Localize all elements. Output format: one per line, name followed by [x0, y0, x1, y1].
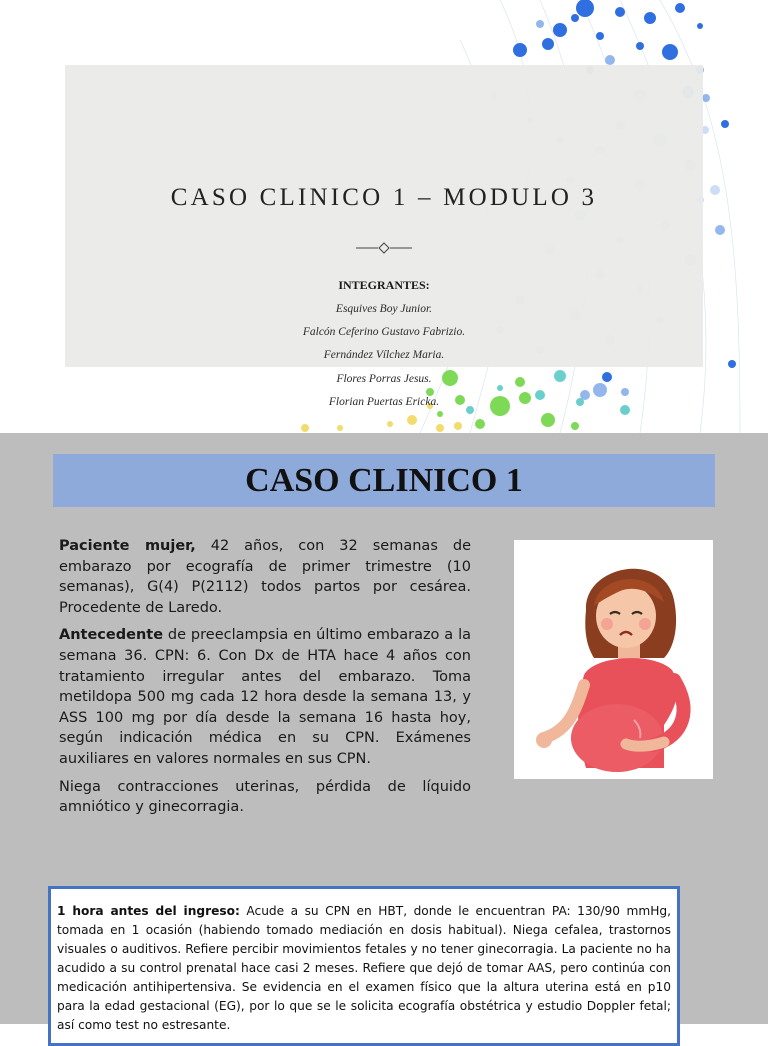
- title-slide: [0, 0, 768, 433]
- members-list: [0, 298, 768, 414]
- paragraph-body: 42 años, con 32 semanas de embarazo por ecografía de primer trimestre (10 semanas), G(4) P(2112) todos partos por cesárea. Procedente de Laredo.: [59, 538, 471, 616]
- case-title: CASO CLINICO 1: [245, 461, 523, 499]
- paragraph-lead: Paciente mujer,: [59, 538, 196, 554]
- paragraph-history: [59, 625, 471, 769]
- member-item: Esquives Boy Junior.: [335, 303, 433, 315]
- member-item: Florian Puertas Ericka.: [328, 395, 440, 408]
- member-item: Fernández Vílchez Maria.: [323, 349, 445, 362]
- diamond-divider-icon: [356, 241, 412, 255]
- history-paragraph: [57, 902, 671, 1035]
- history-lead: 1 hora antes del ingreso:: [57, 904, 240, 918]
- presentation-title: CASO CLINICO 1 – MODULO 3: [170, 184, 598, 211]
- history-box: [48, 886, 680, 1046]
- pregnant-woman-icon: [514, 540, 713, 779]
- paragraph-lead: Antecedente: [59, 627, 164, 644]
- history-body: Acude a su CPN en HBT, donde le encuentran PA: 130/90 mmHg, tomada en 1 ocasión (habiendo tomado mediación en dosis habitual). Niega cefalea, trastornos visuales o auditivos. Refiere percibir movimientos fetales y no tener ginecorragia. La paciente no ha acudido a su control prenatal hace casi 2 meses. Refiere que dejó de tomar AAS, pero continúa con medicación antihipertensiva. Se evidencia en el examen físico que la altura uterina está en p10 para la edad gestacional (EG), por lo que se le solicita ecografía obstétrica y estudio Doppler fetal; así como test no estresante.: [57, 904, 672, 1032]
- pregnant-woman-image: [514, 540, 713, 779]
- paragraph-body: de preeclampsia en último embarazo a la semana 36. CPN: 6. Con Dx de HTA hace 4 años con tratamiento irregular antes del embarazo. Toma metildopa 500 mg cada 12 hora desde la semana 13, y ASS 100 mg por día desde la semana 16 hasta hoy, según indicación médica en su CPN. Exámenes auxiliares en valores normales en sus CPN.: [59, 627, 471, 767]
- members-heading: INTEGRANTES:: [338, 278, 430, 292]
- case-title-banner: [53, 454, 715, 507]
- case-description: [59, 536, 471, 825]
- paragraph-negatives: Niega contracciones uterinas, pérdida de líquido amniótico y ginecorragia.: [59, 778, 471, 816]
- member-item: Falcón Ceferino Gustavo Fabrizio.: [302, 326, 466, 339]
- paragraph-patient: [59, 536, 471, 618]
- case-slide: [0, 433, 768, 1032]
- member-item: Flores Porras Jesus.: [336, 372, 432, 385]
